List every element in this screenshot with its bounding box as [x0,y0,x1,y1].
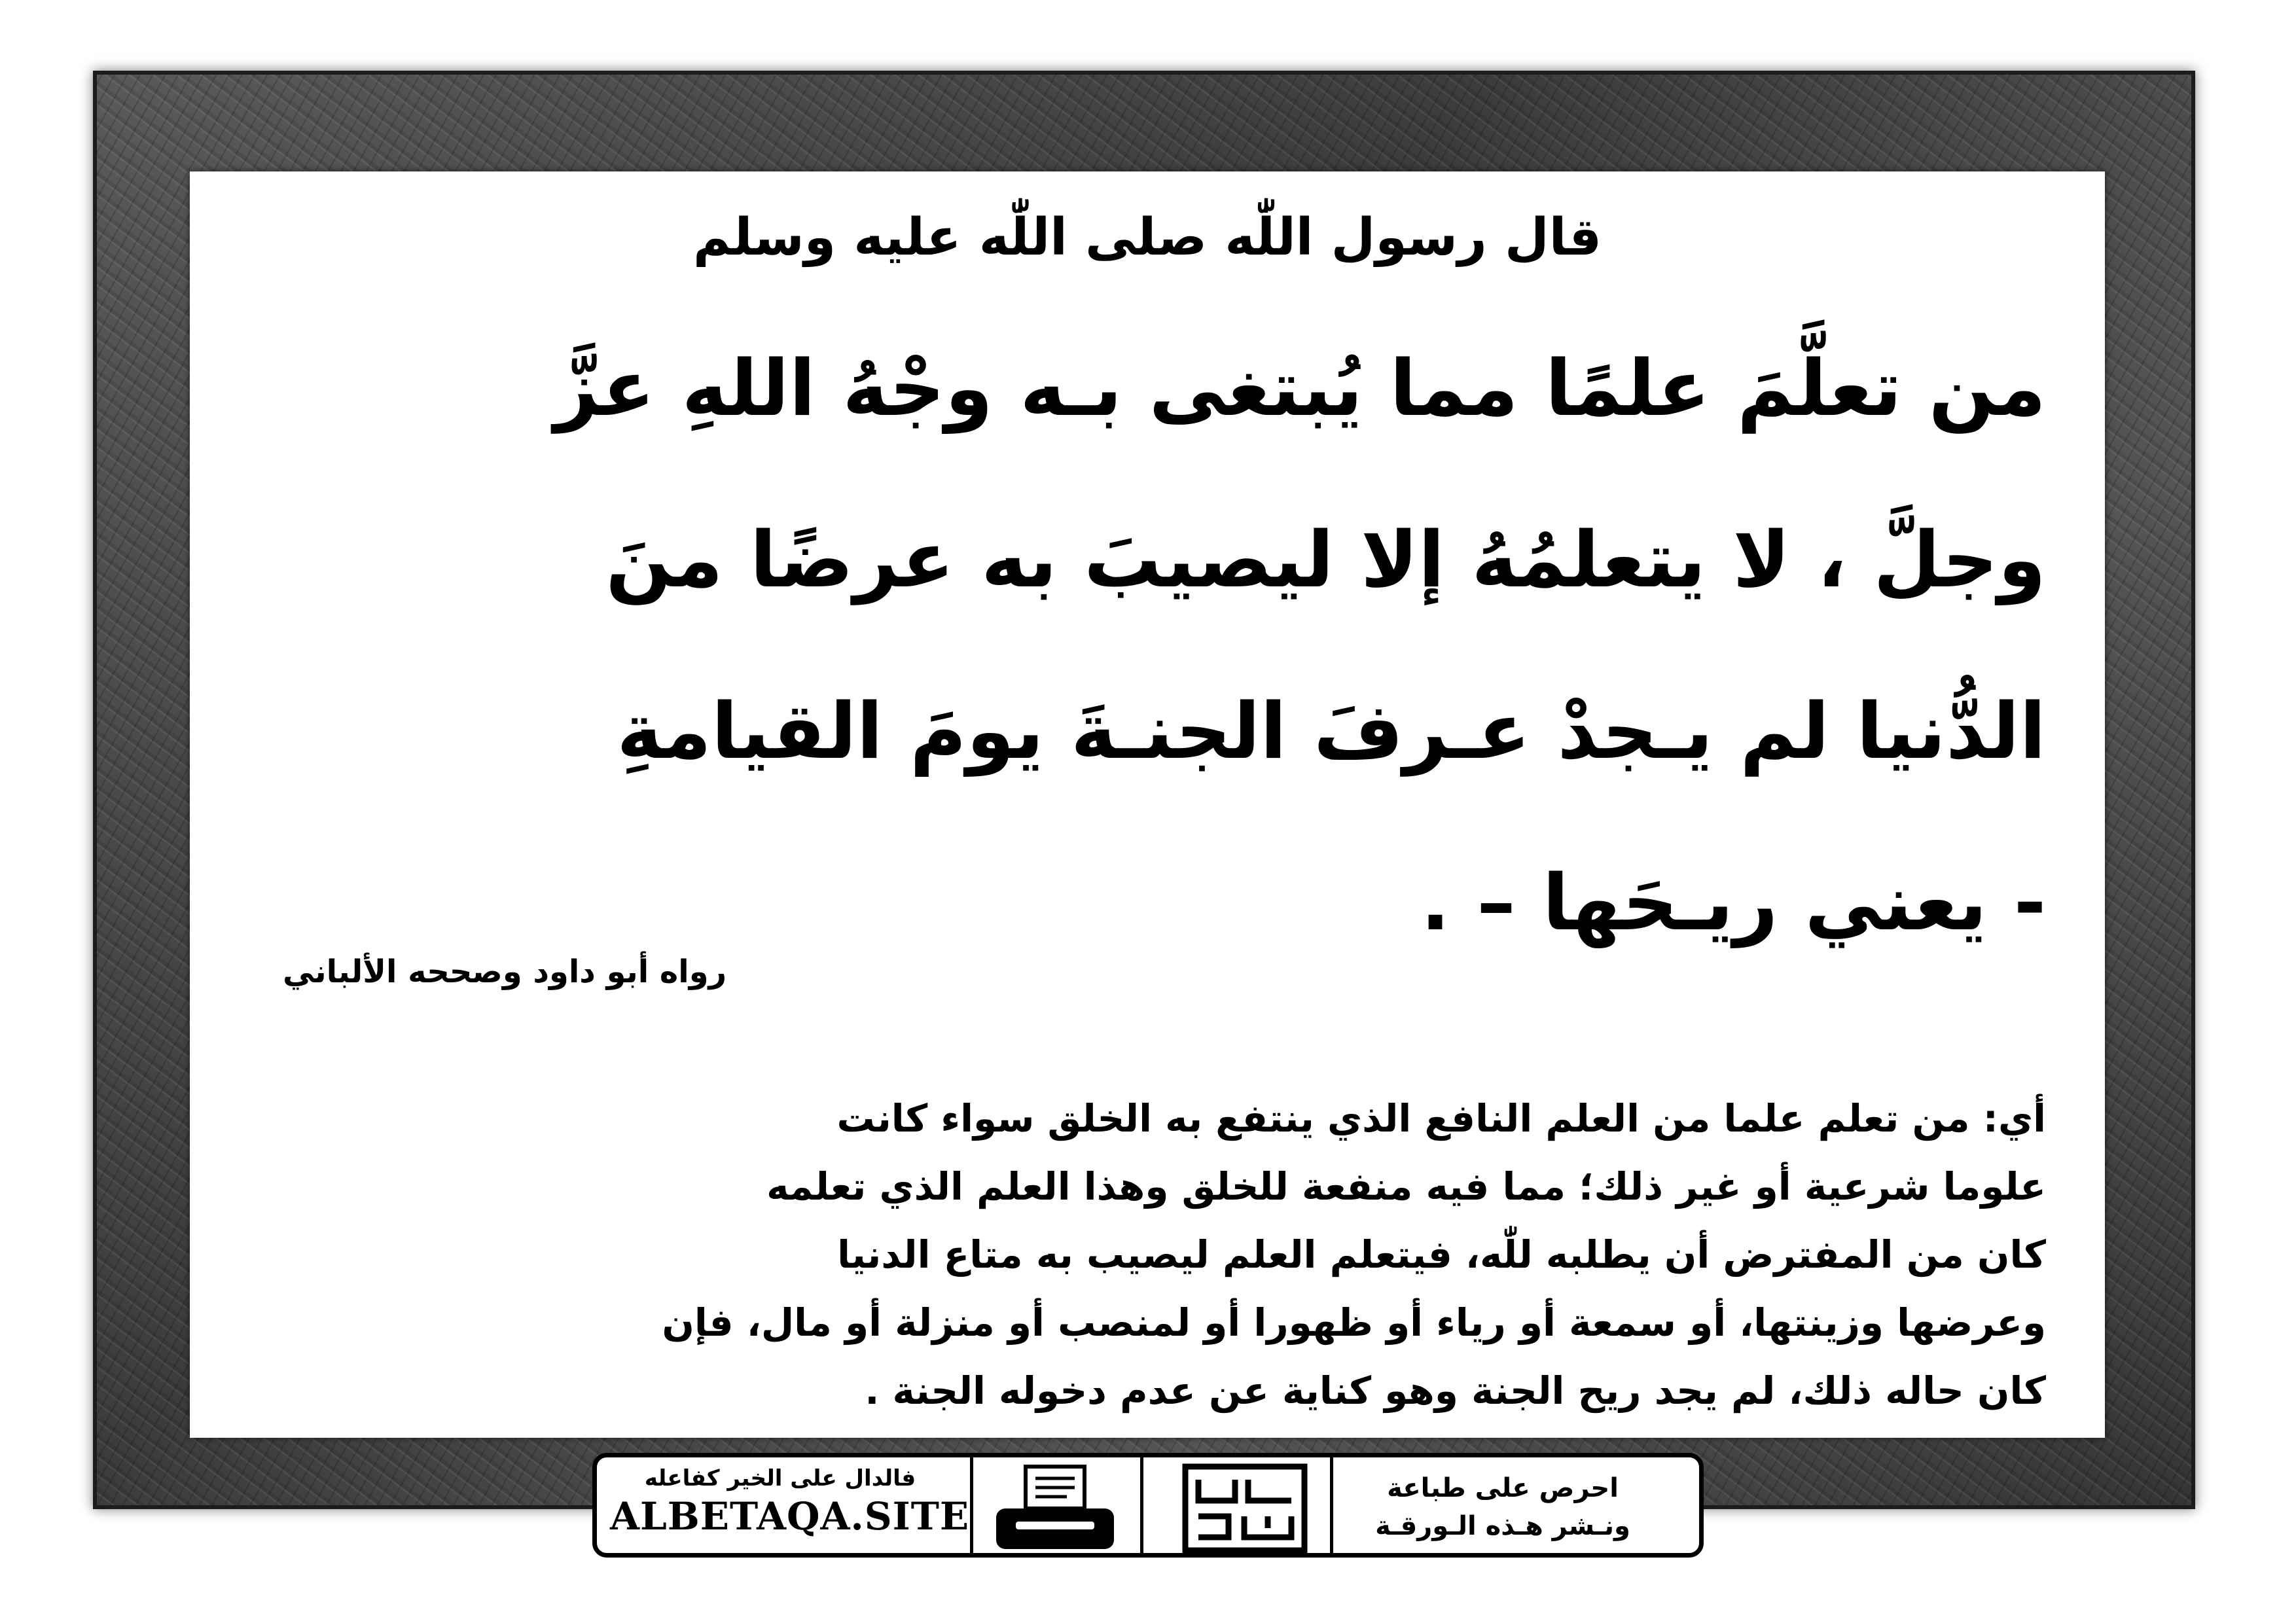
explanation-line: كان حاله ذلك، لم يجد ريح الجنة وهو كناية عن عدم دخوله الجنة . [865,1368,2046,1413]
footer-bar [592,1453,1704,1558]
explanation-text [249,1084,2046,1425]
printer-icon [990,1464,1121,1556]
footer-divider [1140,1457,1143,1553]
explanation-line: وعرضها وزينتها، أو سمعة أو رياء أو ظهورا أو لمنصب أو منزلة أو مال، فإن [662,1300,2046,1345]
hadith-line: - يعني ريـحَها – . [1420,857,2046,948]
print-note [1319,1469,1686,1545]
hadith-line: وجلَّ ، لا يتعلمُهُ إلا ليصيبَ به عرضًا منَ [605,514,2046,605]
explanation-line: كان من المفترض أن يطلبه للّٰه، فيتعلم العلم ليصيب به متاع الدنيا [837,1232,2046,1277]
logo-icon [1176,1460,1314,1557]
hadith-line: من تعلَّمَ علمًا مما يُبتغى بـه وجْهُ اللهِ عزَّ [554,343,2046,433]
site-block [610,1465,970,1539]
explanation-line: أي: من تعلم علما من العلم النافع الذي ينتفع به الخلق سواء كانت [836,1096,2046,1141]
hadith-source: رواه أبو داود وصححه الألباني [283,954,727,990]
hadith-line: الدُّنيا لم يـجدْ عـرفَ الجنـةَ يومَ القيامةِ [617,686,2046,776]
print-note-line: احرص على طباعة [1387,1473,1619,1503]
site-link[interactable]: ALBETAQA.SITE [610,1494,970,1539]
content-panel [190,171,2105,1438]
page-title: قال رسول اللّٰه صلى اللّٰه عليه وسلم [692,208,1602,267]
print-note-line: ونـشر هـذه الـورقـة [1375,1511,1630,1541]
footer-divider [970,1457,973,1553]
explanation-line: علوما شرعية أو غير ذلك؛ مما فيه منفعة للخلق وهذا العلم الذي تعلمه [766,1164,2046,1209]
hadith-text [190,302,2105,988]
footer-slogan: فالدال على الخير كفاعله [644,1465,916,1491]
